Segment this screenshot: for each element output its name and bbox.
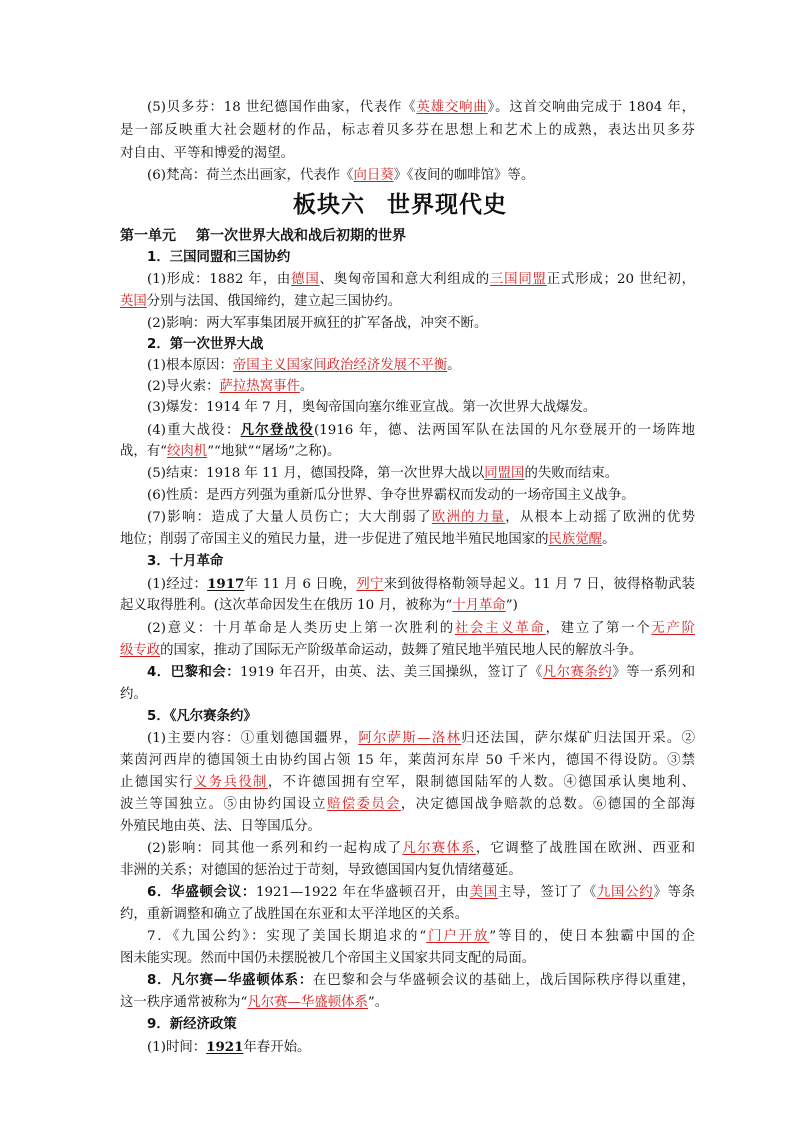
text-segment: 。 — [299, 379, 314, 394]
highlight-term: 无产阶 — [651, 621, 695, 636]
text-segment: ”等目的，使日本独霸中国的企 — [489, 929, 695, 944]
text-segment: ”。 — [367, 995, 389, 1010]
highlight-term: 凡尔赛条约 — [542, 665, 613, 680]
text-segment: ，决定德国战争赔款的总数。⑥德国的全部海 — [400, 797, 695, 812]
highlight-term: 美国 — [469, 885, 498, 900]
highlight-term: 凡尔赛—华盛顿体系 — [247, 995, 368, 1010]
paris-conference-line1 — [147, 663, 695, 683]
highlight-term: 三国同盟 — [489, 272, 547, 287]
versailles-line3 — [120, 773, 695, 793]
text-segment: ”) — [505, 598, 518, 613]
text-segment: 在巴黎和会与华盛顿会议的基础上，战后国际秩序得以重建， — [313, 973, 695, 988]
ww1-end — [147, 464, 695, 484]
text-segment: 6．华盛顿会议： — [147, 885, 256, 900]
text-segment: 8．凡尔赛—华盛顿体系： — [147, 973, 314, 988]
paragraph-vangogh — [147, 166, 695, 186]
oct-process-line1 — [147, 574, 695, 595]
text-segment: ，不许德国拥有空军，限制德国陆军的人数。④德国承认奥地利、 — [267, 775, 695, 790]
system-line1 — [147, 971, 695, 991]
highlight-term: 十月革命 — [452, 598, 506, 613]
text-segment: 板块六 — [293, 192, 365, 218]
text-segment: 1921—1922 年在华盛顿召开，由 — [255, 885, 470, 900]
washington-line2: 约，重新调整和确立了战胜国在东亚和太平洋地区的关系。 — [120, 907, 469, 922]
paragraph-beethoven-line2: 是一部反映重大社会题材的作品，标志着贝多芬在思想上和艺术上的成熟，表达出贝多芬 — [120, 123, 695, 138]
text-segment: 。 — [447, 358, 461, 373]
highlight-term: 级专政 — [120, 643, 161, 658]
text-segment: 战，有“ — [120, 444, 168, 459]
text-segment: 》。这首交响曲完成于 1804 年， — [487, 100, 695, 115]
highlight-term: 列宁 — [356, 577, 384, 592]
highlight-term: 绞肉机 — [167, 444, 208, 459]
highlight-term: 赔偿委员会 — [326, 797, 401, 812]
text-segment: (2)意义：十月革命是人类历史上第一次胜利的 — [147, 621, 455, 636]
versailles-line5: 外殖民地由英、法、日等国瓜分。 — [120, 819, 321, 834]
ww1-outbreak: (3)爆发：1914 年 7 月，奥匈帝国向塞尔维亚宣战。第一次世界大战爆发。 — [147, 400, 597, 415]
highlight-term: 社会主义革命 — [454, 621, 546, 636]
text-segment: (5)贝多芬：18 世纪德国作曲家，代表作《 — [147, 100, 417, 115]
text-segment: ，它调整了战胜国在欧洲、西亚和 — [475, 841, 695, 856]
ww1-battle-line2 — [120, 442, 695, 462]
text-segment: 的失败而结束。 — [524, 466, 619, 481]
text-segment: 》等一系列和 — [612, 665, 695, 680]
ww1-impact-line2 — [120, 530, 695, 550]
nine-power-line2: 图未能实现。然而中国仍未摆脱被几个帝国主义国家共同支配的局面。 — [120, 951, 536, 966]
text-segment: 这一秩序通常被称为“ — [120, 995, 248, 1010]
text-segment: 7．《九国公约》：实现了美国长期追求的“ — [147, 929, 427, 944]
text-segment: 分别与法国、俄国缔约，建立起三国协约。 — [146, 294, 402, 309]
nine-power-line1 — [147, 927, 695, 947]
text-segment: 第一单元 — [120, 228, 176, 244]
text-segment: 第一次世界大战和战后初期的世界 — [196, 228, 406, 244]
highlight-term: 凡尔赛体系 — [402, 841, 476, 856]
highlight-term: 义务兵役制 — [193, 775, 268, 790]
paragraph-impact: (2)影响：两大军事集团展开疯狂的扩军备战，冲突不断。 — [147, 316, 488, 331]
highlight-term: 欧洲的力量 — [431, 510, 506, 525]
text-segment: 归还法国，萨尔煤矿归法国开采。② — [461, 731, 695, 746]
oct-significance-line2 — [120, 641, 695, 661]
text-segment: 、奥匈帝国和意大利组成的 — [319, 272, 490, 287]
oct-process-line2 — [120, 596, 695, 616]
text-segment: (1)根本原因： — [147, 358, 233, 373]
text-segment: 来到彼得格勒领导起义。11 月 7 日，彼得格勒武装 — [383, 577, 695, 592]
heading-triple-alliance: 1．三国同盟和三国协约 — [147, 250, 291, 265]
text-segment: 止德国实行 — [120, 775, 194, 790]
ww1-cause — [147, 356, 695, 376]
section-title — [0, 186, 800, 219]
paragraph-formation-line1 — [147, 270, 695, 290]
text-segment: 波兰等国独立。⑤由协约国设立 — [120, 797, 327, 812]
versailles-line4 — [120, 795, 695, 815]
highlight-term: 九国公约 — [596, 885, 654, 900]
heading-nep: 9．新经济政策 — [147, 1017, 237, 1032]
text-segment: (1)经过： — [147, 577, 208, 592]
text-segment: (6)梵高：荷兰杰出画家，代表作《 — [147, 168, 354, 183]
text-segment: 》《夜间的咖啡馆》等。 — [393, 168, 535, 183]
text-segment: 起义取得胜利。(这次革命因发生在俄历 10 月，被称为“ — [120, 598, 453, 613]
paragraph-beethoven-line3: 对自由、平等和博爱的渴望。 — [120, 146, 295, 161]
highlight-term: 门户开放 — [426, 929, 490, 944]
text-segment: (7)影响：造成了大量人员伤亡；大大削弱了 — [147, 510, 432, 525]
ww1-fuse — [147, 377, 695, 397]
text-segment: (1916 年，德、法两国军队在法国的凡尔登展开的一场阵地 — [314, 423, 695, 438]
underlined-term: 1921 — [206, 1039, 244, 1055]
text-segment: (1)形成：1882 年，由 — [147, 272, 292, 287]
oct-significance-line1 — [147, 619, 695, 639]
text-segment: 1919 年召开，由英、法、美三国操纵，签订了《 — [240, 665, 543, 680]
text-segment: (1)主要内容：①重划德国疆界， — [147, 731, 359, 746]
paragraph-formation-line2 — [120, 292, 695, 312]
system-line2 — [120, 993, 695, 1013]
highlight-term: 同盟国 — [484, 466, 525, 481]
text-segment: (4)重大战役： — [147, 423, 241, 438]
paris-conference-line2: 约。 — [120, 687, 147, 702]
washington-line1 — [147, 883, 695, 903]
text-segment: 的国家，推动了国际无产阶级革命运动，鼓舞了殖民地半殖民地人民的解放斗争。 — [160, 643, 643, 658]
highlight-term: 德国 — [291, 272, 320, 287]
text-segment: (5)结束：1918 年 11 月，德国投降，第一次世界大战以 — [147, 466, 485, 481]
versailles-line1 — [147, 729, 695, 749]
ww1-battle-line1 — [147, 420, 695, 441]
text-segment: (2)影响：同其他一系列和约一起构成了 — [147, 841, 403, 856]
heading-ww1: 2．第一次世界大战 — [147, 337, 264, 352]
ww1-impact-line1 — [147, 508, 695, 528]
highlight-term: 萨拉热窝事件 — [219, 379, 300, 394]
text-segment: 年春开始。 — [243, 1040, 311, 1055]
nep-time — [147, 1037, 695, 1058]
highlight-term: 英雄交响曲 — [416, 100, 488, 115]
ww1-nature: (6)性质：是西方列强为重新瓜分世界、争夺世界霸权而发动的一场帝国主义战争。 — [147, 488, 635, 503]
highlight-term: 向日葵 — [353, 168, 394, 183]
text-segment: ，从根本上动摇了欧洲的优势 — [505, 510, 695, 525]
highlight-term: 阿尔萨斯—洛林 — [358, 731, 462, 746]
text-segment: 主导，签订了《 — [497, 885, 597, 900]
text-segment: ”“地狱”“屠场”之称)。 — [207, 444, 341, 459]
text-segment: 世界现代史 — [387, 192, 507, 218]
paragraph-beethoven-line1 — [147, 98, 695, 118]
highlight-term: 民族觉醒 — [548, 532, 603, 547]
unit-title — [120, 226, 695, 246]
text-segment: ，建立了第一个 — [545, 621, 652, 636]
versailles-line2: 莱茵河西岸的德国领土由协约国占领 15 年，莱茵河东岸 50 千米内，德国不得设防。③禁 — [120, 753, 695, 768]
underlined-term: 凡尔登战役 — [240, 422, 314, 438]
text-segment: 地位；削弱了帝国主义的殖民力量，进一步促进了殖民地半殖民地国家的 — [120, 532, 549, 547]
heading-october-revolution: 3．十月革命 — [147, 554, 224, 569]
text-segment: 》等条 — [653, 885, 695, 900]
text-segment: (2)导火索： — [147, 379, 220, 394]
underlined-term: 1917 — [207, 576, 245, 592]
versailles-impact-line1 — [147, 839, 695, 859]
text-segment: (1)时间： — [147, 1040, 207, 1055]
text-segment: 年 11 月 6 日晚， — [244, 577, 357, 592]
versailles-impact-line2: 非洲的关系；对德国的惩治过于苛刻，导致德国国内复仇情绪蔓延。 — [120, 863, 522, 878]
highlight-term: 帝国主义国家间政治经济发展不平衡 — [232, 358, 448, 373]
highlight-term: 英国 — [120, 294, 147, 309]
text-segment: 正式形成；20 世纪初， — [546, 272, 695, 287]
text-segment: 。 — [602, 532, 616, 547]
text-segment: 4．巴黎和会： — [147, 665, 241, 680]
heading-versailles: 5．《凡尔赛条约》 — [147, 709, 257, 724]
